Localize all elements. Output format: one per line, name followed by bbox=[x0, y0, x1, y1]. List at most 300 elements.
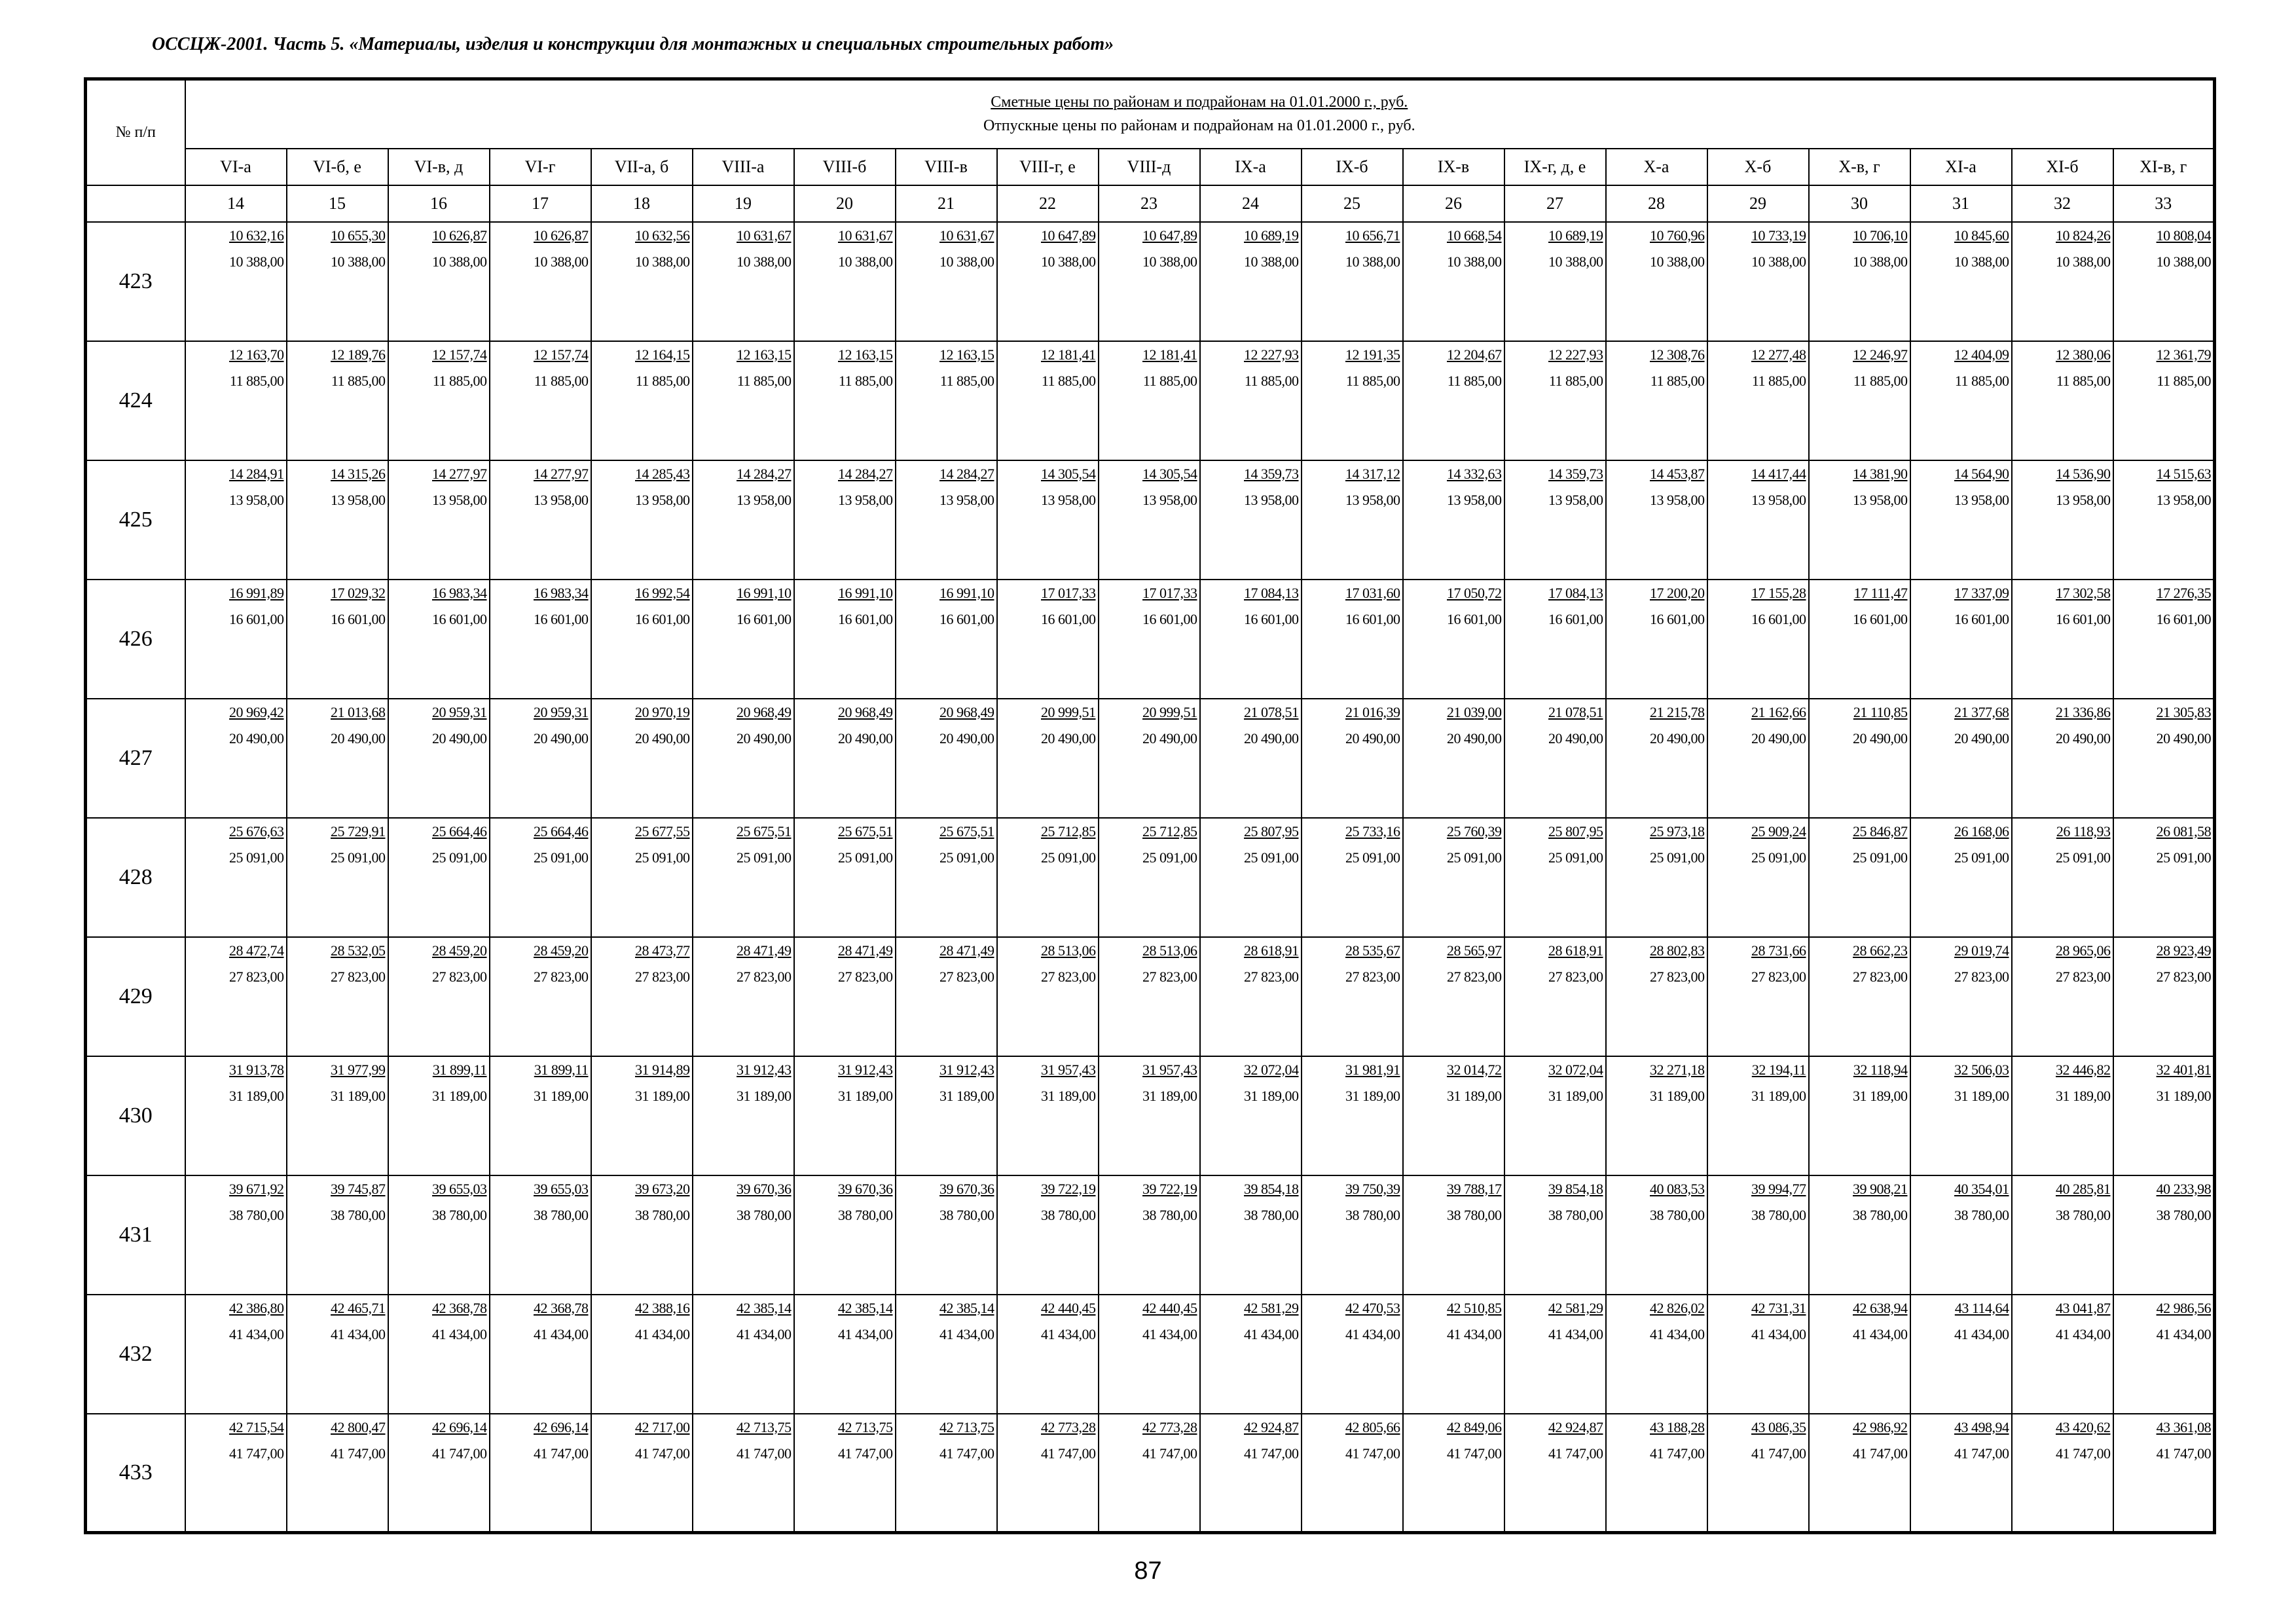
estimate-price: 42 385,14 bbox=[838, 1299, 893, 1316]
estimate-price: 10 655,30 bbox=[331, 227, 386, 244]
row-number: 433 bbox=[86, 1414, 185, 1533]
release-price: 10 388,00 bbox=[1853, 253, 1908, 270]
price-cell bbox=[388, 222, 490, 341]
release-price: 38 780,00 bbox=[229, 1206, 284, 1223]
price-cell bbox=[1606, 341, 1707, 460]
price-cell bbox=[1200, 1175, 1302, 1295]
estimate-price: 14 305,54 bbox=[1041, 465, 1096, 482]
price-cell bbox=[1910, 1295, 2012, 1414]
price-cell bbox=[1606, 460, 1707, 580]
release-price: 10 388,00 bbox=[2056, 253, 2111, 270]
price-cell bbox=[1707, 1175, 1809, 1295]
estimate-price: 25 664,46 bbox=[534, 822, 589, 840]
price-cell bbox=[997, 1056, 1099, 1175]
price-cell bbox=[1403, 818, 1504, 937]
estimate-price: 12 163,15 bbox=[838, 346, 893, 363]
price-cell bbox=[287, 1295, 388, 1414]
price-cell bbox=[388, 937, 490, 1056]
release-price: 10 388,00 bbox=[1142, 253, 1197, 270]
estimate-price: 25 675,51 bbox=[838, 822, 893, 840]
region-header: VIII-б bbox=[794, 149, 896, 185]
estimate-price: 17 337,09 bbox=[1954, 584, 2009, 601]
release-price: 25 091,00 bbox=[1447, 849, 1502, 866]
estimate-price: 28 802,83 bbox=[1650, 942, 1705, 959]
release-price: 16 601,00 bbox=[1142, 610, 1197, 627]
price-cell bbox=[1200, 341, 1302, 460]
price-cell bbox=[1707, 222, 1809, 341]
estimate-price: 12 157,74 bbox=[432, 346, 487, 363]
release-price: 16 601,00 bbox=[331, 610, 386, 627]
estimate-price: 43 188,28 bbox=[1650, 1418, 1705, 1435]
price-cell bbox=[1403, 937, 1504, 1056]
price-cell bbox=[1403, 222, 1504, 341]
estimate-price: 21 215,78 bbox=[1650, 703, 1705, 720]
release-price: 41 747,00 bbox=[432, 1445, 487, 1462]
release-price: 13 958,00 bbox=[1650, 491, 1705, 508]
estimate-price: 40 233,98 bbox=[2156, 1180, 2212, 1197]
estimate-price: 42 385,14 bbox=[737, 1299, 792, 1316]
price-cell bbox=[388, 580, 490, 699]
estimate-price: 10 631,67 bbox=[737, 227, 792, 244]
estimate-price: 28 471,49 bbox=[939, 942, 994, 959]
estimate-price: 25 733,16 bbox=[1345, 822, 1400, 840]
region-header: XI-б bbox=[2012, 149, 2113, 185]
price-cell bbox=[1302, 818, 1403, 937]
release-price: 10 388,00 bbox=[737, 253, 792, 270]
price-cell bbox=[591, 1414, 693, 1533]
release-price: 41 434,00 bbox=[1142, 1325, 1197, 1342]
release-price: 38 780,00 bbox=[1447, 1206, 1502, 1223]
estimate-price: 17 084,13 bbox=[1244, 584, 1299, 601]
price-cell bbox=[287, 699, 388, 818]
estimate-price: 42 386,80 bbox=[229, 1299, 284, 1316]
release-price: 27 823,00 bbox=[1548, 968, 1603, 985]
column-number-blank bbox=[86, 185, 185, 222]
release-price: 20 490,00 bbox=[737, 729, 792, 747]
estimate-prices-title: Сметные цены по районам и подрайонам на 01.01.2000 г., руб. bbox=[991, 94, 1408, 111]
estimate-price: 28 731,66 bbox=[1751, 942, 1806, 959]
price-cell bbox=[1403, 1175, 1504, 1295]
column-number: 28 bbox=[1606, 185, 1707, 222]
price-cell bbox=[185, 222, 287, 341]
region-header: VIII-д bbox=[1099, 149, 1200, 185]
estimate-price: 10 824,26 bbox=[2056, 227, 2111, 244]
estimate-price: 42 800,47 bbox=[331, 1418, 386, 1435]
release-price: 25 091,00 bbox=[2056, 849, 2111, 866]
release-price: 20 490,00 bbox=[1548, 729, 1603, 747]
estimate-price: 28 565,97 bbox=[1447, 942, 1502, 959]
price-cell bbox=[490, 222, 591, 341]
price-cell bbox=[2113, 341, 2215, 460]
price-cell bbox=[1200, 699, 1302, 818]
release-price: 31 189,00 bbox=[2056, 1087, 2111, 1104]
release-price: 25 091,00 bbox=[2156, 849, 2212, 866]
price-cell bbox=[490, 341, 591, 460]
price-cell bbox=[997, 341, 1099, 460]
price-cell bbox=[388, 460, 490, 580]
release-price: 20 490,00 bbox=[2056, 729, 2111, 747]
estimate-price: 31 899,11 bbox=[432, 1061, 487, 1078]
estimate-price: 10 632,16 bbox=[229, 227, 284, 244]
estimate-price: 39 994,77 bbox=[1751, 1180, 1806, 1197]
estimate-price: 21 016,39 bbox=[1345, 703, 1400, 720]
price-cell bbox=[2012, 1056, 2113, 1175]
price-cell bbox=[185, 1056, 287, 1175]
release-price: 20 490,00 bbox=[1244, 729, 1299, 747]
price-cell bbox=[1504, 580, 1606, 699]
release-price: 41 434,00 bbox=[939, 1325, 994, 1342]
row-number: 423 bbox=[86, 222, 185, 341]
estimate-price: 14 284,27 bbox=[737, 465, 792, 482]
price-cell bbox=[2012, 937, 2113, 1056]
estimate-price: 17 302,58 bbox=[2056, 584, 2111, 601]
release-price: 20 490,00 bbox=[635, 729, 690, 747]
estimate-price: 16 991,10 bbox=[939, 584, 994, 601]
release-price: 20 490,00 bbox=[534, 729, 589, 747]
price-cell bbox=[794, 937, 896, 1056]
price-cell bbox=[1099, 1414, 1200, 1533]
estimate-price: 42 986,92 bbox=[1853, 1418, 1908, 1435]
price-cell bbox=[693, 1295, 794, 1414]
price-cell bbox=[1200, 937, 1302, 1056]
release-price: 38 780,00 bbox=[534, 1206, 589, 1223]
price-cell bbox=[287, 460, 388, 580]
price-cell bbox=[1504, 1414, 1606, 1533]
release-price: 20 490,00 bbox=[1853, 729, 1908, 747]
estimate-price: 10 706,10 bbox=[1853, 227, 1908, 244]
release-price: 25 091,00 bbox=[331, 849, 386, 866]
estimate-price: 14 285,43 bbox=[635, 465, 690, 482]
estimate-price: 42 713,75 bbox=[939, 1418, 994, 1435]
estimate-price: 32 118,94 bbox=[1853, 1061, 1908, 1078]
estimate-price: 28 535,67 bbox=[1345, 942, 1400, 959]
estimate-price: 42 717,00 bbox=[635, 1418, 690, 1435]
release-price: 38 780,00 bbox=[1751, 1206, 1806, 1223]
estimate-price: 29 019,74 bbox=[1954, 942, 2009, 959]
column-number: 25 bbox=[1302, 185, 1403, 222]
release-price: 20 490,00 bbox=[331, 729, 386, 747]
estimate-price: 10 760,96 bbox=[1650, 227, 1705, 244]
release-price: 10 388,00 bbox=[1345, 253, 1400, 270]
estimate-price: 20 959,31 bbox=[534, 703, 589, 720]
release-price: 38 780,00 bbox=[1548, 1206, 1603, 1223]
price-cell bbox=[2113, 1056, 2215, 1175]
release-price: 41 747,00 bbox=[838, 1445, 893, 1462]
price-cell bbox=[1910, 222, 2012, 341]
release-price: 25 091,00 bbox=[737, 849, 792, 866]
price-cell bbox=[1099, 1175, 1200, 1295]
price-cell bbox=[388, 1295, 490, 1414]
estimate-price: 32 194,11 bbox=[1751, 1061, 1806, 1078]
price-cell bbox=[997, 937, 1099, 1056]
price-cell bbox=[693, 222, 794, 341]
release-price: 38 780,00 bbox=[331, 1206, 386, 1223]
price-cell bbox=[1707, 1056, 1809, 1175]
estimate-price: 28 618,91 bbox=[1548, 942, 1603, 959]
estimate-price: 42 385,14 bbox=[939, 1299, 994, 1316]
release-price: 41 434,00 bbox=[635, 1325, 690, 1342]
release-price: 38 780,00 bbox=[1650, 1206, 1705, 1223]
estimate-price: 21 078,51 bbox=[1548, 703, 1603, 720]
release-price: 10 388,00 bbox=[2156, 253, 2212, 270]
estimate-price: 25 973,18 bbox=[1650, 822, 1705, 840]
price-cell bbox=[1099, 580, 1200, 699]
release-price: 38 780,00 bbox=[2156, 1206, 2212, 1223]
price-cell bbox=[185, 937, 287, 1056]
estimate-price: 17 111,47 bbox=[1853, 584, 1908, 601]
release-price: 13 958,00 bbox=[1142, 491, 1197, 508]
release-price: 25 091,00 bbox=[939, 849, 994, 866]
price-cell bbox=[2012, 580, 2113, 699]
release-price: 41 747,00 bbox=[1548, 1445, 1603, 1462]
estimate-price: 12 181,41 bbox=[1041, 346, 1096, 363]
release-price: 27 823,00 bbox=[939, 968, 994, 985]
release-price: 41 434,00 bbox=[1345, 1325, 1400, 1342]
release-price: 11 885,00 bbox=[1142, 372, 1197, 389]
column-number: 18 bbox=[591, 185, 693, 222]
estimate-price: 14 359,73 bbox=[1548, 465, 1603, 482]
release-price: 11 885,00 bbox=[838, 372, 893, 389]
estimate-price: 28 459,20 bbox=[534, 942, 589, 959]
estimate-price: 26 118,93 bbox=[2056, 822, 2111, 840]
estimate-price: 10 668,54 bbox=[1447, 227, 1502, 244]
price-cell bbox=[1910, 937, 2012, 1056]
release-price: 25 091,00 bbox=[1650, 849, 1705, 866]
estimate-price: 42 986,56 bbox=[2156, 1299, 2212, 1316]
price-cell bbox=[185, 818, 287, 937]
estimate-price: 25 676,63 bbox=[229, 822, 284, 840]
release-price: 41 747,00 bbox=[534, 1445, 589, 1462]
release-price: 31 189,00 bbox=[1853, 1087, 1908, 1104]
estimate-price: 10 647,89 bbox=[1041, 227, 1096, 244]
release-price: 31 189,00 bbox=[1142, 1087, 1197, 1104]
estimate-price: 42 388,16 bbox=[635, 1299, 690, 1316]
estimate-price: 39 671,92 bbox=[229, 1180, 284, 1197]
price-cell bbox=[1606, 222, 1707, 341]
estimate-price: 26 081,58 bbox=[2156, 822, 2212, 840]
estimate-price: 25 664,46 bbox=[432, 822, 487, 840]
release-price: 38 780,00 bbox=[1041, 1206, 1096, 1223]
row-number: 432 bbox=[86, 1295, 185, 1414]
release-price: 27 823,00 bbox=[1853, 968, 1908, 985]
estimate-price: 12 157,74 bbox=[534, 346, 589, 363]
price-cell bbox=[1606, 580, 1707, 699]
price-cell bbox=[693, 1056, 794, 1175]
column-number: 14 bbox=[185, 185, 287, 222]
column-number: 19 bbox=[693, 185, 794, 222]
estimate-price: 14 277,97 bbox=[534, 465, 589, 482]
price-cell bbox=[693, 818, 794, 937]
region-header: X-б bbox=[1707, 149, 1809, 185]
estimate-price: 40 285,81 bbox=[2056, 1180, 2111, 1197]
estimate-price: 28 662,23 bbox=[1853, 942, 1908, 959]
price-cell bbox=[1910, 699, 2012, 818]
release-price: 38 780,00 bbox=[1244, 1206, 1299, 1223]
estimate-price: 42 924,87 bbox=[1244, 1418, 1299, 1435]
price-cell bbox=[1504, 222, 1606, 341]
price-cell bbox=[185, 460, 287, 580]
release-price: 38 780,00 bbox=[838, 1206, 893, 1223]
release-price: 11 885,00 bbox=[939, 372, 994, 389]
release-price: 11 885,00 bbox=[1548, 372, 1603, 389]
price-table-body bbox=[86, 222, 2215, 1533]
release-price: 31 189,00 bbox=[1345, 1087, 1400, 1104]
estimate-price: 16 991,89 bbox=[229, 584, 284, 601]
estimate-price: 20 970,19 bbox=[635, 703, 690, 720]
price-cell bbox=[1200, 1295, 1302, 1414]
estimate-price: 28 965,06 bbox=[2056, 942, 2111, 959]
estimate-price: 31 914,89 bbox=[635, 1061, 690, 1078]
price-cell bbox=[287, 1175, 388, 1295]
estimate-price: 10 689,19 bbox=[1548, 227, 1603, 244]
estimate-price: 16 991,10 bbox=[737, 584, 792, 601]
estimate-price: 20 968,49 bbox=[838, 703, 893, 720]
price-cell bbox=[1707, 699, 1809, 818]
price-cell bbox=[1910, 1414, 2012, 1533]
release-price: 27 823,00 bbox=[1041, 968, 1096, 985]
price-cell bbox=[2113, 1414, 2215, 1533]
price-cell bbox=[1200, 460, 1302, 580]
estimate-price: 39 788,17 bbox=[1447, 1180, 1502, 1197]
price-cell bbox=[1099, 699, 1200, 818]
table-row bbox=[86, 580, 2215, 699]
estimate-price: 42 849,06 bbox=[1447, 1418, 1502, 1435]
price-cell bbox=[2113, 222, 2215, 341]
column-number: 22 bbox=[997, 185, 1099, 222]
estimate-price: 39 670,36 bbox=[838, 1180, 893, 1197]
release-price: 13 958,00 bbox=[2056, 491, 2111, 508]
estimate-price: 40 354,01 bbox=[1954, 1180, 2009, 1197]
price-cell bbox=[1910, 580, 2012, 699]
release-price: 41 747,00 bbox=[1041, 1445, 1096, 1462]
column-number: 23 bbox=[1099, 185, 1200, 222]
price-cell bbox=[794, 1414, 896, 1533]
price-cell bbox=[591, 222, 693, 341]
estimate-price: 12 164,15 bbox=[635, 346, 690, 363]
column-number: 27 bbox=[1504, 185, 1606, 222]
release-price: 41 747,00 bbox=[1751, 1445, 1806, 1462]
estimate-price: 39 854,18 bbox=[1548, 1180, 1603, 1197]
estimate-price: 21 336,86 bbox=[2056, 703, 2111, 720]
estimate-price: 28 532,05 bbox=[331, 942, 386, 959]
estimate-price: 31 912,43 bbox=[737, 1061, 792, 1078]
release-price: 16 601,00 bbox=[1244, 610, 1299, 627]
release-price: 41 434,00 bbox=[1853, 1325, 1908, 1342]
estimate-price: 32 401,81 bbox=[2156, 1061, 2212, 1078]
estimate-price: 17 155,28 bbox=[1751, 584, 1806, 601]
release-price: 25 091,00 bbox=[432, 849, 487, 866]
estimate-price: 28 473,77 bbox=[635, 942, 690, 959]
price-cell bbox=[693, 1414, 794, 1533]
price-cell bbox=[1910, 460, 2012, 580]
estimate-price: 42 368,78 bbox=[432, 1299, 487, 1316]
estimate-price: 42 773,28 bbox=[1041, 1418, 1096, 1435]
estimate-price: 42 696,14 bbox=[534, 1418, 589, 1435]
estimate-price: 32 072,04 bbox=[1548, 1061, 1603, 1078]
release-price: 16 601,00 bbox=[838, 610, 893, 627]
region-header: VI-а bbox=[185, 149, 287, 185]
estimate-price: 28 513,06 bbox=[1142, 942, 1197, 959]
price-cell bbox=[1707, 460, 1809, 580]
row-number-header: № п/п bbox=[86, 79, 185, 185]
release-price: 41 747,00 bbox=[1650, 1445, 1705, 1462]
release-price: 13 958,00 bbox=[1041, 491, 1096, 508]
estimate-price: 12 404,09 bbox=[1954, 346, 2009, 363]
region-header: XI-а bbox=[1910, 149, 2012, 185]
release-price: 13 958,00 bbox=[1447, 491, 1502, 508]
price-cell bbox=[896, 1295, 997, 1414]
column-number: 21 bbox=[896, 185, 997, 222]
price-cell bbox=[1809, 222, 1910, 341]
release-price: 11 885,00 bbox=[2157, 372, 2212, 389]
price-cell bbox=[1504, 1295, 1606, 1414]
release-price: 27 823,00 bbox=[2056, 968, 2111, 985]
estimate-price: 17 029,32 bbox=[331, 584, 386, 601]
price-cell bbox=[1200, 1056, 1302, 1175]
price-cell bbox=[1707, 937, 1809, 1056]
release-price: 38 780,00 bbox=[1954, 1206, 2009, 1223]
price-cell bbox=[490, 1056, 591, 1175]
price-cell bbox=[1504, 1056, 1606, 1175]
release-price: 20 490,00 bbox=[1447, 729, 1502, 747]
price-cell bbox=[287, 580, 388, 699]
release-price: 20 490,00 bbox=[432, 729, 487, 747]
release-price: 38 780,00 bbox=[1142, 1206, 1197, 1223]
price-cell bbox=[2113, 699, 2215, 818]
region-header: IX-г, д, е bbox=[1504, 149, 1606, 185]
release-price: 31 189,00 bbox=[1751, 1087, 1806, 1104]
price-cell bbox=[2012, 699, 2113, 818]
estimate-price: 14 381,90 bbox=[1853, 465, 1908, 482]
document-header: ОССЦЖ-2001. Часть 5. «Материалы, изделия и конструкции для монтажных и специальных строительных работ» bbox=[152, 34, 1114, 54]
price-cell bbox=[388, 699, 490, 818]
release-price: 41 747,00 bbox=[1853, 1445, 1908, 1462]
price-cell bbox=[794, 580, 896, 699]
table-row bbox=[86, 222, 2215, 341]
price-cell bbox=[1809, 937, 1910, 1056]
estimate-price: 39 655,03 bbox=[534, 1180, 589, 1197]
estimate-price: 32 506,03 bbox=[1954, 1061, 2009, 1078]
price-cell bbox=[1707, 580, 1809, 699]
release-price: 11 885,00 bbox=[432, 372, 487, 389]
price-cell bbox=[490, 818, 591, 937]
price-cell bbox=[1403, 1295, 1504, 1414]
region-header: VII-а, б bbox=[591, 149, 693, 185]
estimate-price: 17 084,13 bbox=[1548, 584, 1603, 601]
price-cell bbox=[1809, 699, 1910, 818]
estimate-price: 43 114,64 bbox=[1954, 1299, 2009, 1316]
price-cell bbox=[287, 1056, 388, 1175]
estimate-price: 14 284,91 bbox=[229, 465, 284, 482]
release-price: 13 958,00 bbox=[1751, 491, 1806, 508]
release-price: 31 189,00 bbox=[229, 1087, 284, 1104]
release-price: 11 885,00 bbox=[2056, 372, 2111, 389]
price-cell bbox=[1200, 580, 1302, 699]
estimate-price: 32 072,04 bbox=[1244, 1061, 1299, 1078]
price-cell bbox=[388, 341, 490, 460]
row-number: 428 bbox=[86, 818, 185, 937]
estimate-price: 20 969,42 bbox=[229, 703, 284, 720]
price-cell bbox=[490, 460, 591, 580]
release-price: 10 388,00 bbox=[331, 253, 386, 270]
estimate-price: 10 689,19 bbox=[1244, 227, 1299, 244]
estimate-price: 12 361,79 bbox=[2156, 346, 2212, 363]
price-cell bbox=[1403, 1056, 1504, 1175]
region-header: IX-а bbox=[1200, 149, 1302, 185]
estimate-price: 28 472,74 bbox=[229, 942, 284, 959]
estimate-price: 20 968,49 bbox=[737, 703, 792, 720]
release-price: 31 189,00 bbox=[432, 1087, 487, 1104]
